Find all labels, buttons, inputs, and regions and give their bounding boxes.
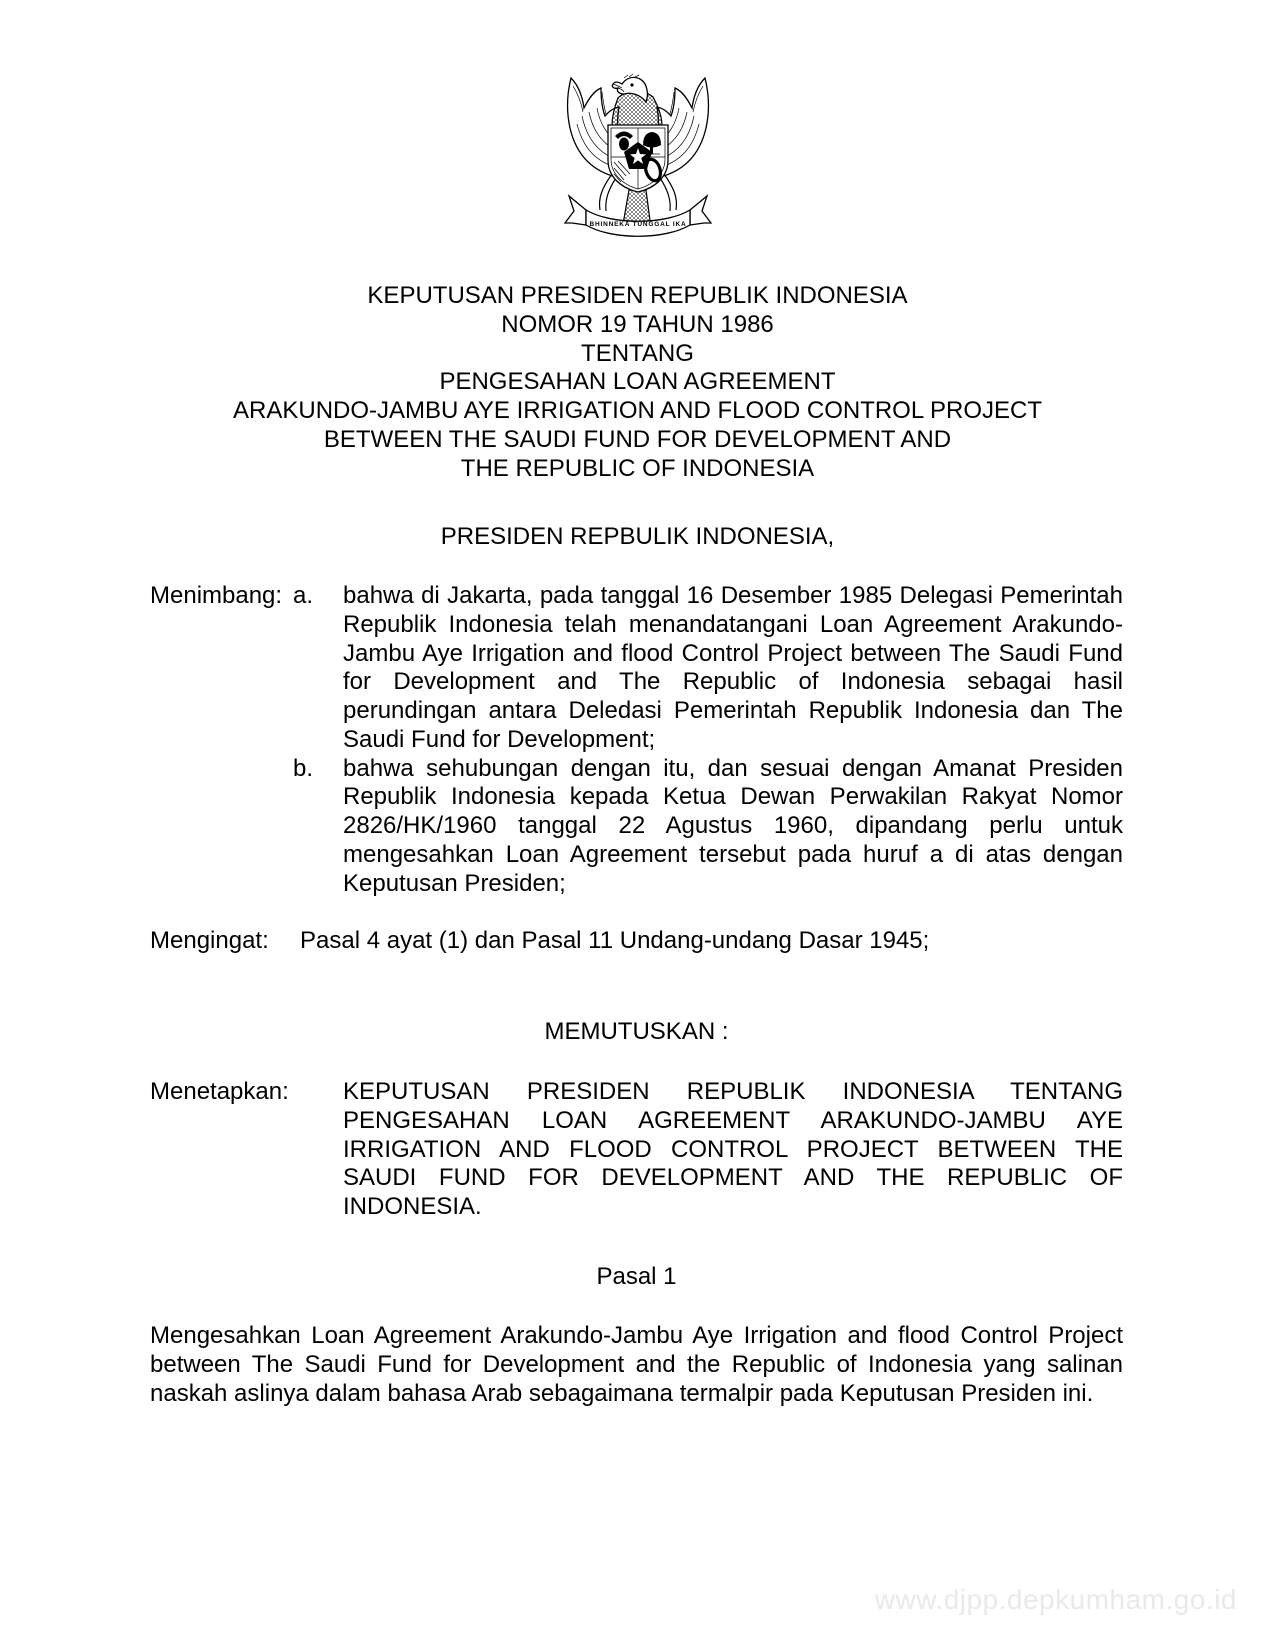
considering-label: Menimbang: bbox=[150, 582, 283, 609]
document-line: perundingan antara Deledasi Pemerintah Republik Indonesia dan The bbox=[343, 697, 1123, 724]
recalling-text: Pasal 4 ayat (1) dan Pasal 11 Undang-undang Dasar 1945; bbox=[300, 927, 930, 954]
title-line: PENGESAHAN LOAN AGREEMENT bbox=[439, 368, 836, 396]
preamble-heading: PRESIDEN REPBULIK INDONESIA, bbox=[440, 523, 835, 550]
recalling-label: Mengingat: bbox=[150, 927, 269, 954]
title-line: ARAKUNDO-JAMBU AYE IRRIGATION AND FLOOD CONTROL PROJECT bbox=[233, 397, 1042, 424]
document-line: between The Saudi Fund for Development and the Republic of Indonesia yang salinan bbox=[150, 1350, 1123, 1378]
watermark-text: www.djpp.depkumham.go.id bbox=[874, 1584, 1237, 1615]
enacting-label: Menetapkan: bbox=[150, 1078, 289, 1105]
considering-item-marker: a. bbox=[293, 582, 314, 609]
recalling-section bbox=[150, 927, 1123, 956]
title-line: TENTANG bbox=[581, 339, 694, 367]
decides-heading: MEMUTUSKAN : bbox=[544, 1018, 729, 1045]
document-line: KEPUTUSAN PRESIDEN REPUBLIK INDONESIA TENTANG bbox=[343, 1078, 1123, 1105]
enacting-text bbox=[343, 1078, 1123, 1222]
article-heading: Pasal 1 bbox=[596, 1263, 677, 1290]
title-block bbox=[0, 282, 1275, 483]
motto-text: BHINNEKA TUNGGAL IKA bbox=[589, 221, 686, 228]
article-body bbox=[150, 1322, 1123, 1408]
document-line: IRRIGATION AND FLOOD CONTROL PROJECT BETWEEN THE bbox=[343, 1135, 1123, 1163]
document-line: Republik Indonesia telah menandatangani Loan Agreement Arakundo- bbox=[343, 610, 1123, 638]
document-line: Saudi Fund for Development; bbox=[343, 725, 656, 753]
considering-item-text bbox=[343, 755, 1123, 899]
enacting-section bbox=[150, 1078, 1123, 1222]
document-line: Mengesahkan Loan Agreement Arakundo-Jambu Aye Irrigation and flood Control Project bbox=[150, 1322, 1123, 1349]
title-line: THE REPUBLIC OF INDONESIA bbox=[460, 454, 815, 482]
document-line: naskah aslinya dalam bahasa Arab sebagaimana termalpir pada Keputusan Presiden ini. bbox=[150, 1379, 1094, 1407]
pancasila-shield bbox=[608, 125, 668, 192]
considering-item-text bbox=[343, 582, 1123, 755]
document-line: for Development and The Republic of Indonesia sebagai hasil bbox=[343, 668, 1123, 696]
document-line: SAUDI FUND FOR DEVELOPMENT AND THE REPUBLIC OF bbox=[343, 1164, 1123, 1192]
title-line: NOMOR 19 TAHUN 1986 bbox=[501, 310, 774, 338]
garuda-left-leg bbox=[599, 174, 616, 211]
considering-item-marker: b. bbox=[293, 754, 314, 782]
garuda-right-leg bbox=[660, 174, 677, 211]
title-line: BETWEEN THE SAUDI FUND FOR DEVELOPMENT AND bbox=[323, 425, 952, 453]
garuda-pancasila-emblem bbox=[556, 64, 720, 254]
document-line: bahwa sehubungan dengan itu, dan sesuai dengan Amanat Presiden bbox=[343, 754, 1123, 782]
document-line: INDONESIA. bbox=[343, 1193, 482, 1220]
document-line: Keputusan Presiden; bbox=[343, 869, 566, 897]
document-line: PENGESAHAN LOAN AGREEMENT ARAKUNDO-JAMBU AYE bbox=[343, 1106, 1123, 1134]
document-line: 2826/HK/1960 tanggal 22 Agustus 1960, dipandang perlu untuk bbox=[343, 812, 1123, 839]
document-line: bahwa di Jakarta, pada tanggal 16 Desember 1985 Delegasi Pemerintah bbox=[343, 582, 1123, 609]
garuda-neck bbox=[612, 91, 662, 126]
document-line: Jambu Aye Irrigation and flood Control Project between The Saudi Fund bbox=[343, 639, 1123, 667]
document-line: mengesahkan Loan Agreement tersebut pada huruf a di atas dengan bbox=[343, 840, 1123, 868]
considering-section bbox=[150, 582, 1123, 898]
document-line: Republik Indonesia kepada Ketua Dewan Perwakilan Rakyat Nomor bbox=[343, 783, 1123, 811]
title-line: KEPUTUSAN PRESIDEN REPUBLIK INDONESIA bbox=[367, 282, 908, 309]
